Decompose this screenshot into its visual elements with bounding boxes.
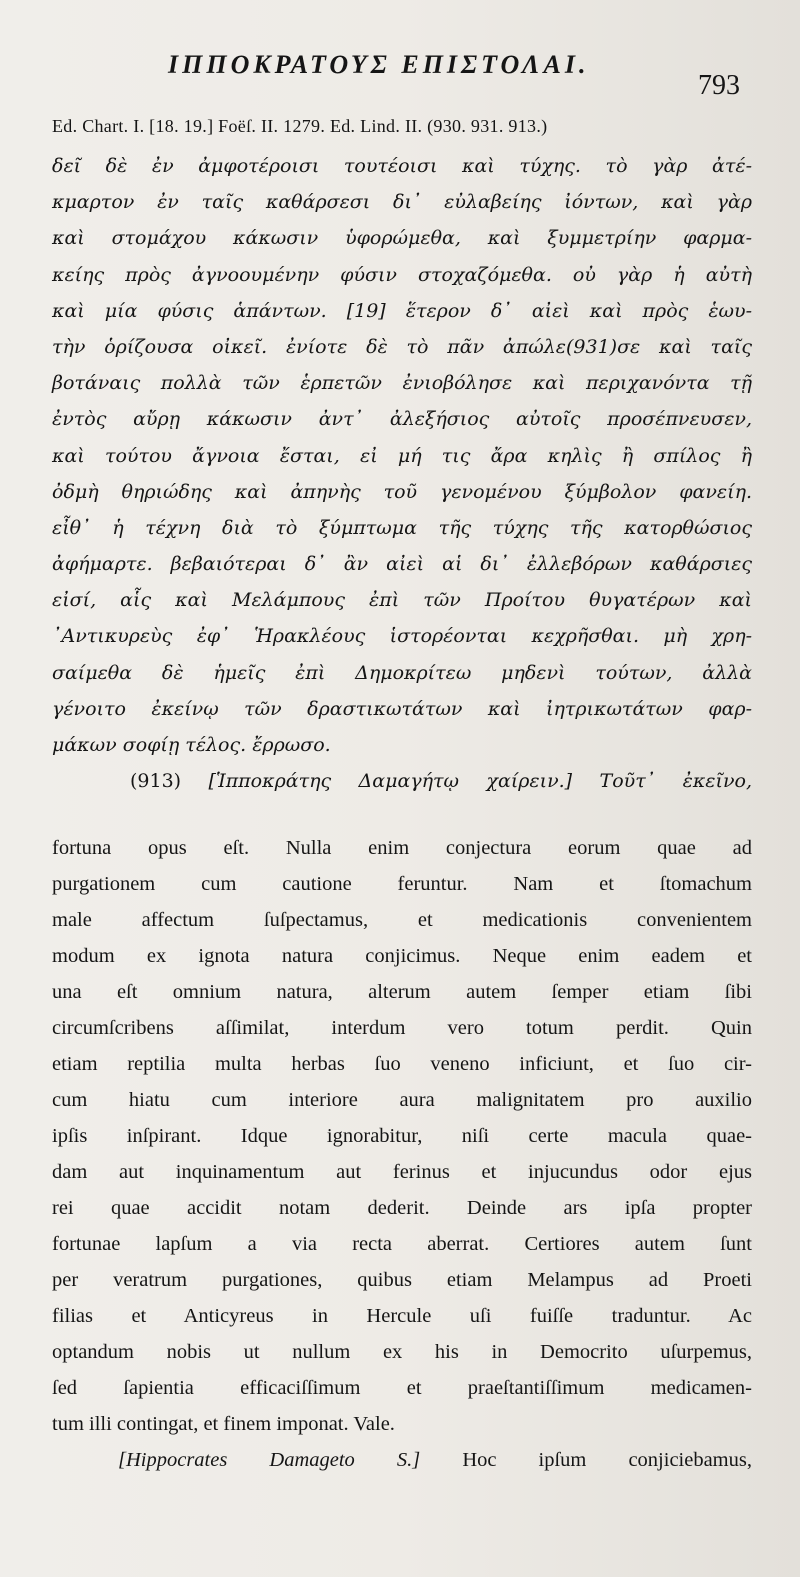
greek-line: κείης πρὸς ἀγνοουμένην φύσιν στοχαζόμεθα. οὐ γὰρ ἡ αὐτὴ: [52, 263, 752, 286]
latin-line: purgationem cum cautione feruntur. Nam et ſtomachum: [52, 873, 752, 895]
latin-closing-line: [52, 1442, 752, 1478]
greek-line: γένοιτο ἐκείνῳ τῶν δραστικωτάτων καὶ ἰητρικωτάτων φαρ-: [52, 697, 752, 720]
greek-line: μάκων σοφίῃ τέλος. ἔρρωσο.: [52, 734, 331, 756]
latin-salutation: [Hippocrates Damageto S.]: [118, 1449, 421, 1471]
page-header: [0, 46, 800, 106]
edition-reference-line: Ed. Chart. I. [18. 19.] Foëſ. II. 1279. Ed. Lind. II. (930. 931. 913.): [52, 116, 548, 136]
latin-line: filias et Anticyreus in Hercule uſi fuiſſe traduntur. Ac: [52, 1305, 752, 1327]
greek-line: εἰσί, αἷς καὶ Μελάμπους ἐπὶ τῶν Προίτου θυγατέρων καὶ: [52, 589, 752, 612]
greek-line: καὶ τούτου ἄγνοια ἔσται, εἰ μή τις ἄρα κηλὶς ἢ σπίλος ἢ: [52, 444, 752, 467]
latin-line: cum hiatu cum interiore aura malignitatem pro auxilio: [52, 1089, 752, 1111]
latin-line: modum ex ignota natura conjicimus. Neque enim eadem et: [52, 945, 752, 967]
latin-text-block: [52, 830, 752, 1478]
greek-line: ὀδμὴ θηριώδης καὶ ἀπηνὴς τοῦ γενομένου ξύμβολον φανείη.: [52, 480, 752, 503]
latin-line: fortunae lapſum a via recta aberrat. Certiores autem ſunt: [52, 1233, 752, 1255]
greek-closing-line: [52, 763, 752, 799]
latin-line: una eſt omnium natura, alterum autem ſemper etiam ſibi: [52, 981, 752, 1003]
greek-line: καὶ στομάχου κάκωσιν ὑφορώμεθα, καὶ ξυμμετρίην φαρμα-: [52, 227, 752, 250]
latin-line: rei quae accidit notam dederit. Deinde ars ipſa propter: [52, 1197, 752, 1219]
latin-line: etiam reptilia multa herbas ſuo veneno inficiunt, et ſuo cir-: [52, 1053, 752, 1075]
greek-line: σαίμεθα δὲ ἡμεῖς ἐπὶ Δημοκρίτεω μηδενὶ τούτων, ἀλλὰ: [52, 661, 752, 684]
latin-line: fortuna opus eſt. Nulla enim conjectura eorum quae ad: [52, 837, 752, 859]
latin-line: circumſcribens aſſimilat, interdum vero totum perdit. Quin: [52, 1017, 752, 1039]
greek-line: καὶ μία φύσις ἁπάντων. [19] ἕτερον δ᾽ αἰεὶ καὶ πρὸς ἑωυ-: [52, 299, 752, 322]
latin-line: ipſis inſpirant. Idque ignorabitur, niſi certe macula quae-: [52, 1125, 752, 1147]
greek-line: ἐντὸς αὔρῃ κάκωσιν ἀντ᾽ ἀλεξήσιος αὐτοῖς προσέπνευσεν,: [52, 408, 752, 431]
page-number: 793: [698, 70, 740, 101]
greek-text-block: [52, 148, 752, 799]
letter-salutation: [Ἱπποκράτης Δαμαγήτῳ χαίρειν.] Τοῦτ᾽ ἐκεῖνο,: [208, 770, 752, 793]
latin-line: per veratrum purgationes, quibus etiam Melampus ad Proeti: [52, 1269, 752, 1291]
latin-line: tum illi contingat, et finem imponat. Vale.: [52, 1413, 395, 1435]
latin-line: ſed ſapientia efficaciſſimum et praeſtantiſſimum medicamen-: [52, 1377, 752, 1399]
latin-line: dam aut inquinamentum aut ferinus et injucundus odor ejus: [52, 1161, 752, 1183]
greek-line: τὴν ὁρίζουσα οἰκεῖ. ἐνίοτε δὲ τὸ πᾶν ἀπώλε(931)σε καὶ ταῖς: [52, 335, 752, 358]
greek-line: ἀφήμαρτε. βεβαιότεραι δ᾽ ἂν αἰεὶ αἱ δι᾽ ἐλλεβόρων καθάρσιες: [52, 553, 752, 576]
greek-line: βοτάναις πολλὰ τῶν ἑρπετῶν ἐνιοβόλησε καὶ περιχανόντα τῇ: [52, 372, 752, 395]
greek-line: εἶθ᾽ ἡ τέχνη διὰ τὸ ξύμπτωμα τῆς τύχης τῆς κατορθώσιος: [52, 516, 752, 539]
greek-line: ᾽Αντικυρεὺς ἐφ᾽ Ἡρακλέους ἱστορέονται κεχρῆσθαι. μὴ χρη-: [52, 625, 752, 648]
greek-line: δεῖ δὲ ἐν ἀμφοτέροισι τουτέοισι καὶ τύχης. τὸ γὰρ ἀτέ-: [52, 155, 752, 177]
latin-line: male affectum ſuſpectamus, et medicationis convenientem: [52, 909, 752, 931]
latin-line: optandum nobis ut nullum ex his in Democrito uſurpemus,: [52, 1341, 752, 1363]
running-title: ΙΠΠΟΚΡΑΤΟΥΣ ΕΠΙΣΤΟΛΑΙ.: [168, 50, 590, 79]
latin-closing-text: Hoc ipſum conjiciebamus,: [462, 1449, 752, 1471]
letter-number: (913): [130, 770, 182, 793]
greek-line: κμαρτον ἐν ταῖς καθάρσεσι δι᾽ εὐλαβείης ἰόντων, καὶ γὰρ: [52, 191, 752, 214]
